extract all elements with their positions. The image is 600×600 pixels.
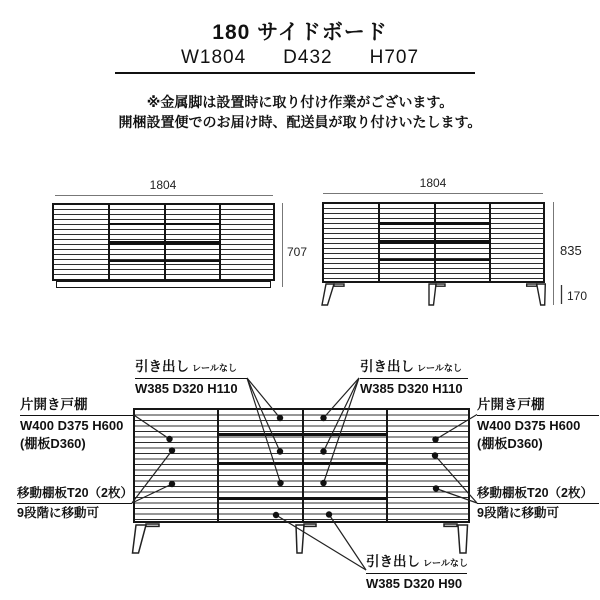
drawer-front-line [217, 433, 388, 436]
drawer-front-line [378, 259, 491, 261]
legs-cabinet-body [322, 202, 545, 283]
total-height-dim-line [553, 202, 554, 305]
note-line-2: 開梱設置便でのお届け時、配送員が取り付けいたします。 [118, 114, 482, 130]
plinth-base [56, 281, 271, 288]
callout-shelf-right: 移動棚板T20（2枚） 9段階に移動可 [477, 486, 599, 521]
front-width-dim-line [55, 195, 273, 196]
front-height-dim-label: 707 [287, 245, 308, 259]
front-width-dim-label: 1804 [149, 178, 177, 192]
callout-door-left: 片開き戸棚 W400 D375 H600 (棚板D360) [20, 397, 133, 451]
drawer-front-line [108, 241, 221, 245]
drawer-front-line [108, 260, 221, 263]
leg-height-dim-label: 170 [567, 289, 588, 303]
drawer-front-line [217, 497, 388, 500]
front-cabinet-body [52, 203, 275, 281]
overall-dimensions [0, 47, 600, 69]
total-height-dim-label: 835 [560, 243, 582, 258]
overall-height: H707 [369, 47, 420, 68]
legs-width-dim-label: 1804 [419, 176, 447, 190]
cabinet-divider [302, 410, 304, 521]
callout-drawer-top-left: 引き出し レールなし W385 D320 H110 [135, 357, 247, 397]
callout-drawer-bottom: 引き出し レールなし W385 D320 H90 [366, 554, 468, 592]
callout-label-line: 引き出し レールなし [135, 357, 247, 379]
overall-width: W1804 [180, 47, 247, 68]
drawer-front-line [378, 222, 491, 225]
callout-door-right: 片開き戸棚 W400 D375 H600 (棚板D360) [477, 397, 599, 451]
callout-label-line: 引き出し レールなし [366, 552, 467, 574]
callout-drawer-top-right: 引き出し レールなし W385 D320 H110 [360, 357, 468, 397]
page-title: 180 サイドボード [212, 21, 388, 44]
detail-cabinet-body [133, 408, 470, 523]
cabinet-divider [386, 410, 388, 521]
drawer-front-line [108, 223, 221, 225]
drawer-front-line [378, 240, 491, 244]
callout-shelf-left: 移動棚板T20（2枚） 9段階に移動可 [17, 486, 133, 520]
drawer-front-line [217, 462, 388, 466]
note-line-1: ※金属脚は設置時に取り付け作業がございます。 [146, 94, 454, 110]
callout-label-line: 引き出し レールなし [360, 357, 468, 379]
cabinet-divider [217, 410, 219, 521]
front-height-dim-line [282, 203, 283, 287]
metal-legs-front [322, 284, 545, 305]
overall-depth: D432 [283, 47, 333, 68]
metal-legs-detail [133, 524, 468, 553]
header-divider [115, 72, 475, 74]
legs-width-dim-line [323, 193, 543, 194]
